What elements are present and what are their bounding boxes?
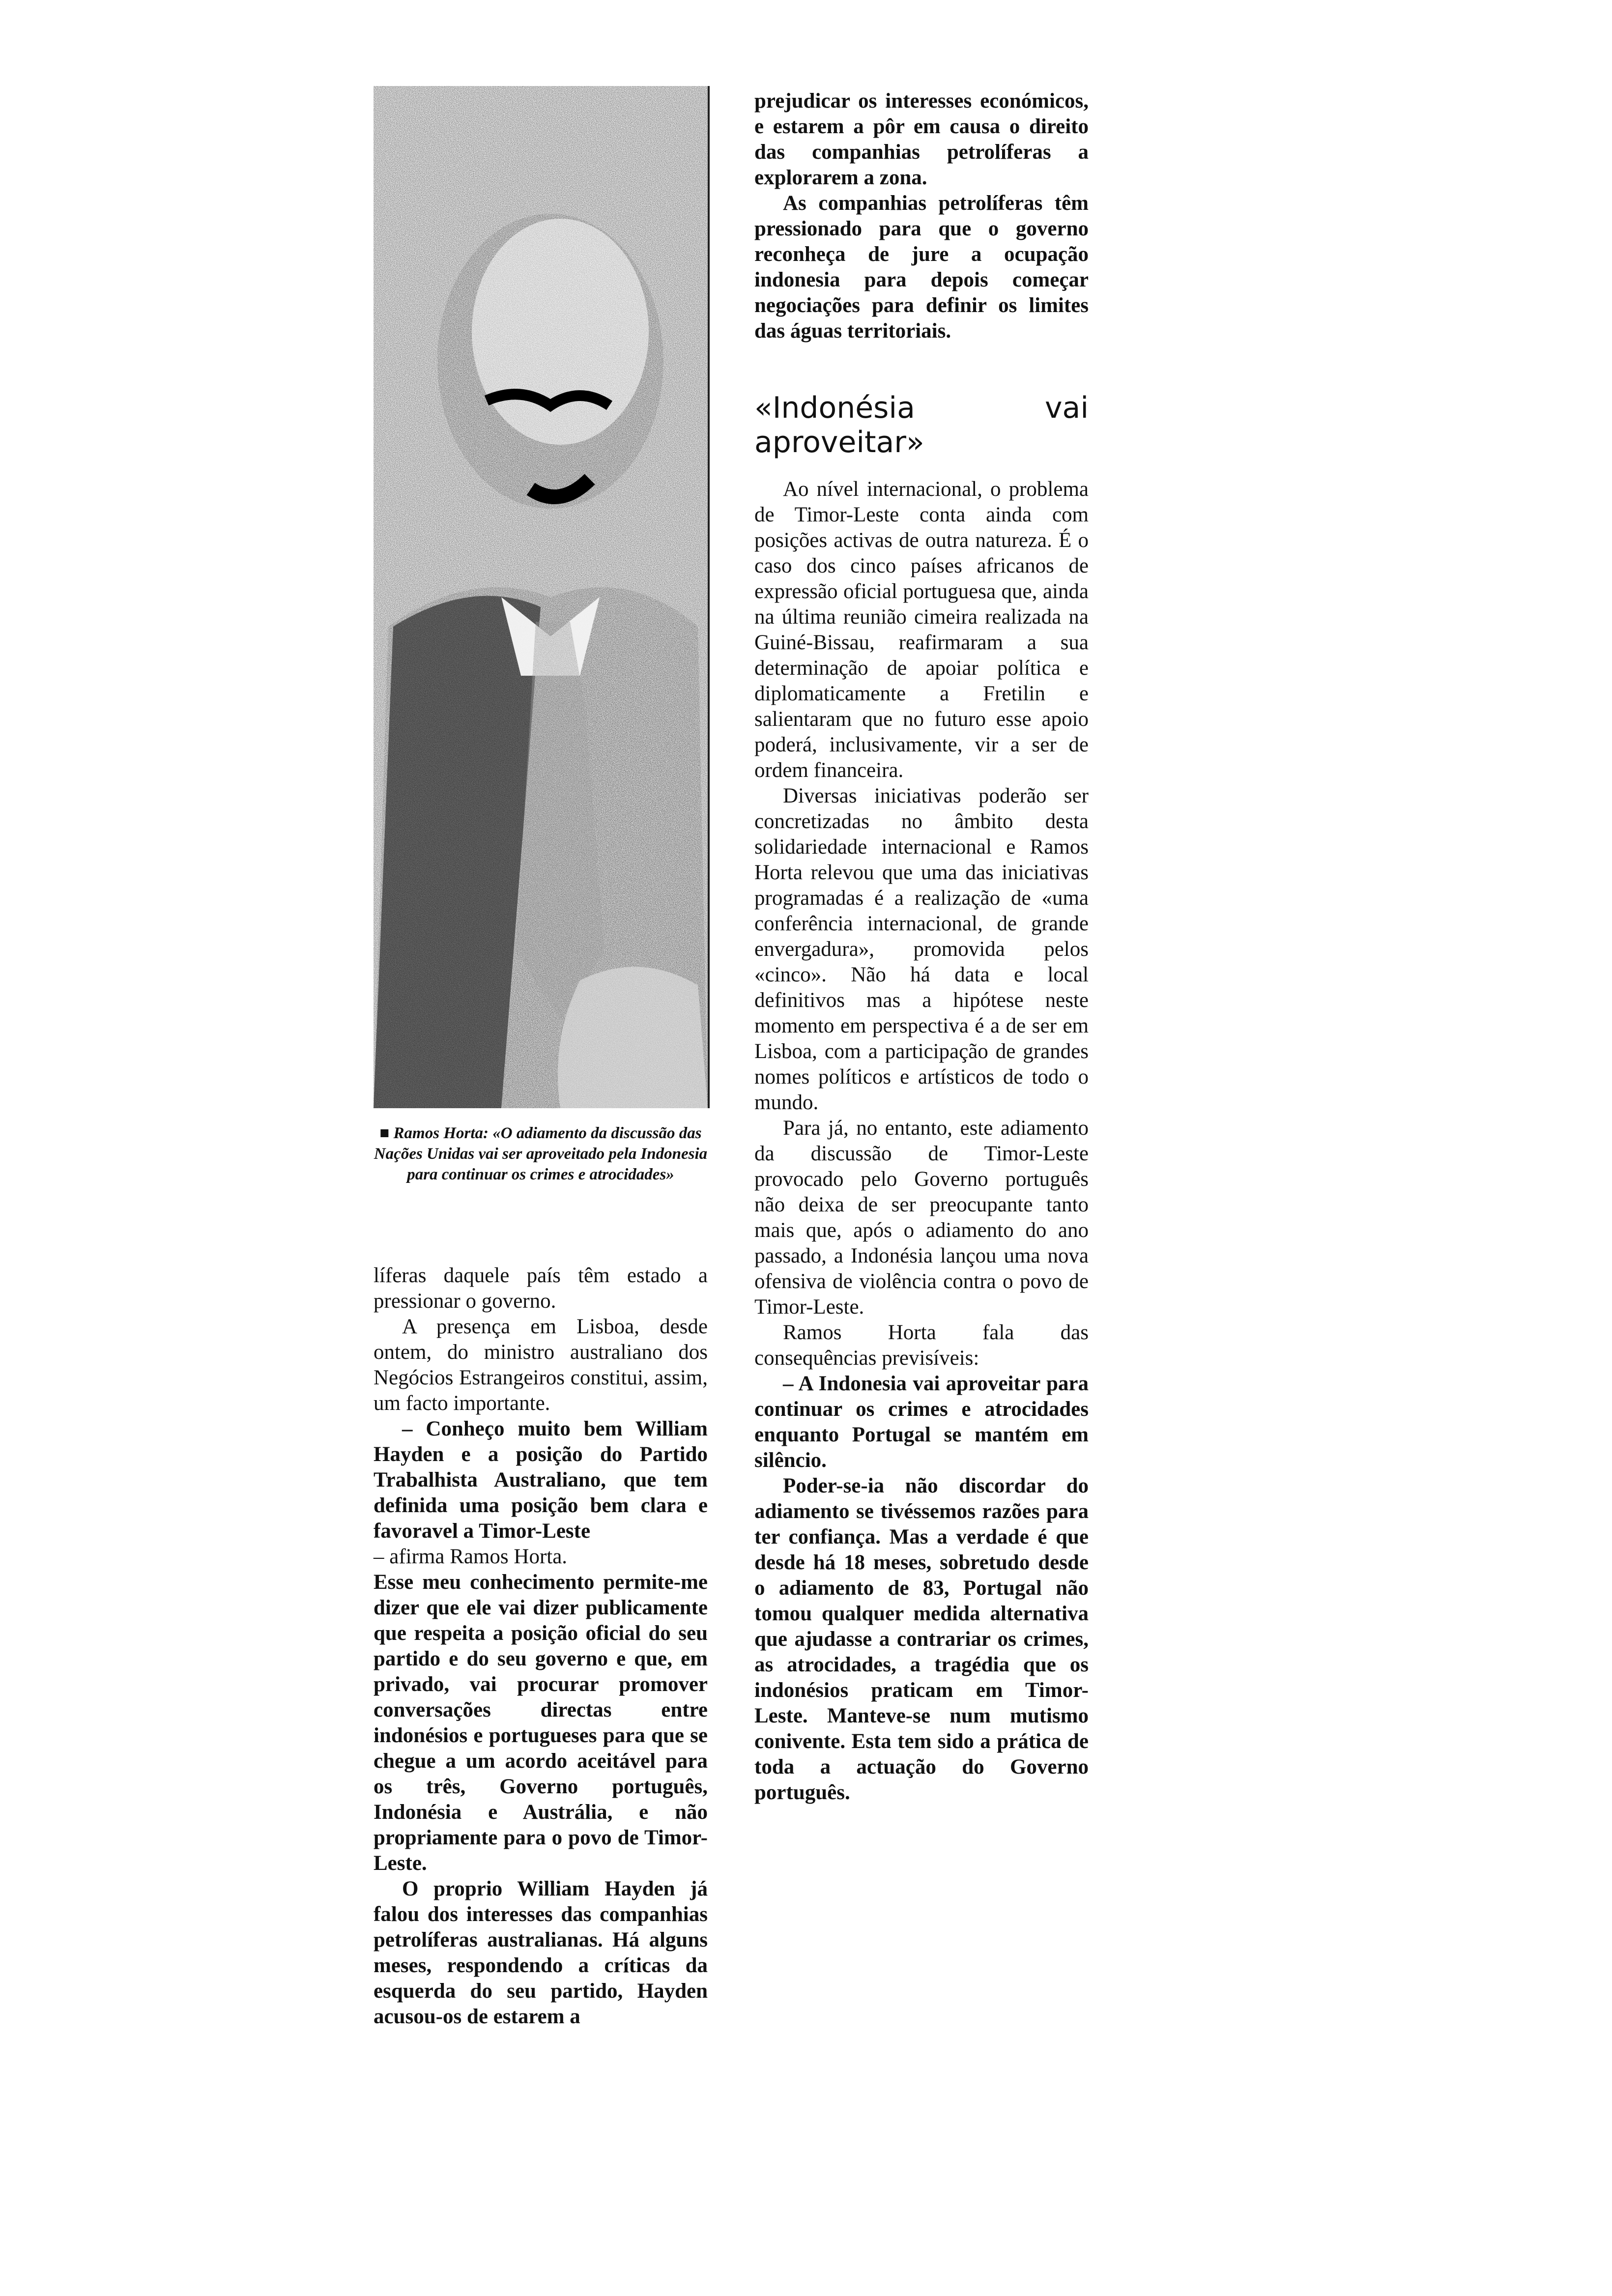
caption-text: Ramos Horta: «O adiamento da discussão das Nações Unidas vai ser aproveitado pela Indonesia para continuar os crimes e atrocidades»: [374, 1124, 708, 1183]
paragraph: – Conheço muito bem William Hayden e a posição do Partido Trabalhista Australiano, que tem definida uma posição bem clara e favoravel a Timor-Leste: [374, 1417, 708, 1543]
paragraph: – afirma Ramos Horta.: [374, 1545, 568, 1568]
paragraph: O proprio William Hayden já falou dos interesses das companhias petrolíferas australianas. Há alguns meses, respondendo a críticas da esquerda do seu partido, Hayden acusou-os de estarem a: [374, 1877, 708, 2028]
paragraph: – A Indonesia vai aproveitar para continuar os crimes e atrocidades enquanto Portugal se mantém em silêncio.: [754, 1372, 1089, 1472]
photo-ramos-horta: [374, 86, 710, 1108]
paragraph: líferas daquele país têm estado a pressionar o governo.: [374, 1264, 708, 1313]
subheading: «Indonésia vai aproveitar»: [754, 391, 1089, 459]
paragraph: A presença em Lisboa, desde ontem, do ministro australiano dos Negócios Estrangeiros constitui, assim, um facto importante.: [374, 1315, 708, 1415]
paragraph: As companhias petrolíferas têm pressionado para que o governo reconheça de jure a ocupação indonesia para depois começar negociações para definir os limites das águas territoriais.: [754, 192, 1089, 343]
caption-bullet: ■: [379, 1124, 390, 1142]
paragraph: Esse meu conhecimento permite-me dizer que ele vai dizer publicamente que respeita a posição oficial do seu partido e do seu governo e que, em privado, vai procurar promover conversações directas entre indonésios e portugueses para que se chegue a um acordo aceitável para os três, Governo português, Indonésia e Austrália, e não propriamente para o povo de Timor-Leste.: [374, 1571, 708, 1875]
photo-image: [374, 86, 708, 1108]
paragraph: Poder-se-ia não discordar do adiamento se tivéssemos razões para ter confiança. Mas a verdade é que desde há 18 meses, sobretudo desde o adiamento de 83, Portugal não tomou qualquer medida alternativa que ajudasse a contrariar os crimes, as atrocidades, a tragédia que os indonésios praticam em Timor-Leste. Manteve-se num mutismo conivente. Esta tem sido a prática de toda a actuação do Governo português.: [754, 1474, 1089, 1804]
photo-caption: [374, 1123, 708, 1185]
paragraph: Ao nível internacional, o problema de Timor-Leste conta ainda com posições activas de outra natureza. É o caso dos cinco países africanos de expressão oficial portuguesa que, ainda na última reunião cimeira realizada na Guiné-Bissau, reafirmaram a sua determinação de apoiar política e diplomaticamente a Fretilin e salientaram que no futuro esse apoio poderá, inclusivamente, vir a ser de ordem financeira.: [754, 478, 1089, 782]
right-top-text: [754, 88, 1089, 344]
right-column: [754, 88, 1089, 1806]
paragraph: Para já, no entanto, este adiamento da discussão de Timor-Leste provocado pelo Governo português não deixa de ser preocupante tanto mais que, após o adiamento do ano passado, a Indonésia lançou uma nova ofensiva de violência contra o povo de Timor-Leste.: [754, 1117, 1089, 1319]
paragraph: Ramos Horta fala das consequências previsíveis:: [754, 1321, 1089, 1370]
paragraph: Diversas iniciativas poderão ser concretizadas no âmbito desta solidariedade internacional e Ramos Horta relevou que uma das iniciativas programadas é a realização de «uma conferência internacional, de grande envergadura», promovida pelos «cinco». Não há data e local definitivos mas a hipótese neste momento em perspectiva é a de ser em Lisboa, com a participação de grandes nomes políticos e artísticos de todo o mundo.: [754, 784, 1089, 1114]
paragraph: prejudicar os interesses económicos, e estarem a pôr em causa o direito das companhias petrolíferas a explorarem a zona.: [754, 89, 1089, 189]
right-article-text: [754, 477, 1089, 1806]
left-article-text: [374, 1263, 708, 2030]
